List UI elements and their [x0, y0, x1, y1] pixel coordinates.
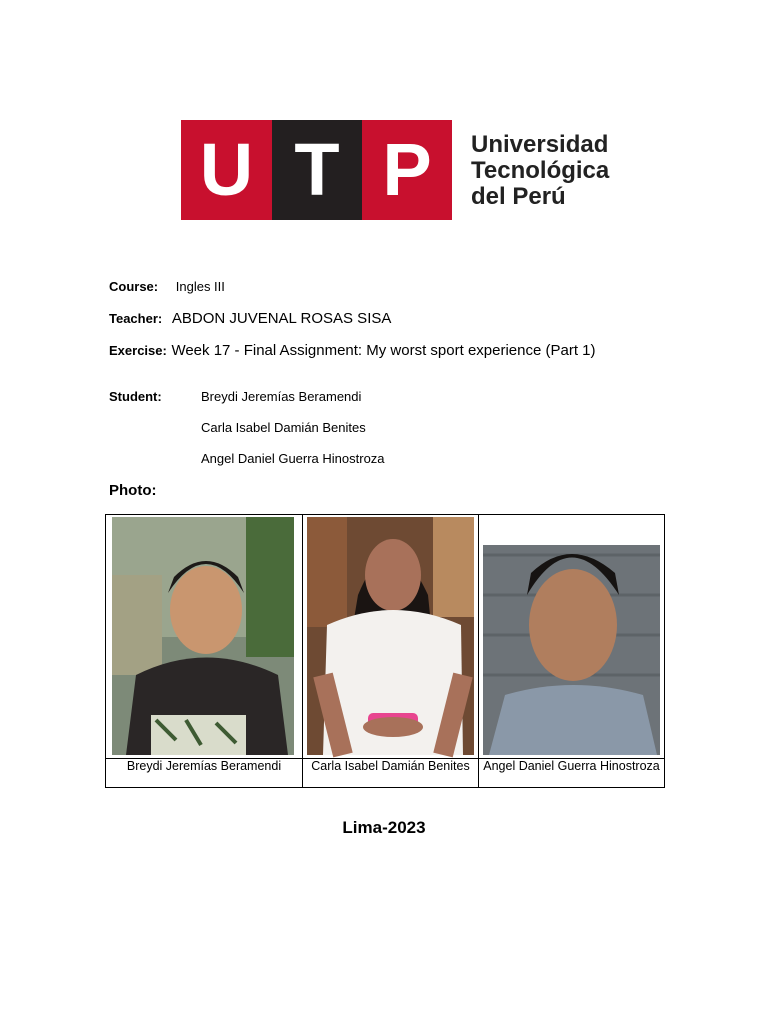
logo-name-line-2: Tecnológica — [471, 157, 610, 184]
caption-3: Angel Daniel Guerra Hinostroza — [479, 759, 665, 788]
course-row — [109, 279, 225, 294]
photos-table — [105, 514, 665, 788]
place-year: Lima-2023 — [342, 818, 426, 837]
student-name-2: Carla Isabel Damián Benites — [201, 420, 366, 435]
caption-2: Carla Isabel Damián Benites — [303, 759, 479, 788]
photo-label: Photo: — [109, 482, 157, 499]
student-photo-1 — [106, 515, 302, 758]
logo-name-line-3: del Perú — [471, 183, 566, 210]
caption-1: Breydi Jeremías Beramendi — [106, 759, 303, 788]
exercise-label: Exercise: — [109, 343, 167, 358]
course-label: Course: — [109, 279, 159, 294]
photo-carla — [303, 515, 478, 758]
logo-name-line-1: Universidad — [471, 131, 609, 158]
student-name-1: Breydi Jeremías Beramendi — [201, 389, 362, 404]
photo-breydi — [106, 515, 302, 758]
photo-cell-3 — [479, 515, 665, 759]
exercise-row — [109, 342, 596, 359]
course-value: Ingles III — [175, 279, 225, 294]
student-name-3: Angel Daniel Guerra Hinostroza — [201, 451, 385, 466]
student-label-row — [109, 389, 162, 404]
logo-letter-t: T — [272, 120, 362, 220]
photo-angel — [479, 515, 664, 758]
teacher-label: Teacher: — [109, 311, 163, 326]
teacher-value: ABDON JUVENAL ROSAS SISA — [171, 310, 392, 327]
teacher-row — [109, 310, 391, 327]
utp-logo — [181, 120, 610, 220]
logo-letter-p: P — [362, 120, 452, 220]
student-label: Student: — [109, 389, 162, 404]
exercise-value: Week 17 - Final Assignment: My worst sport experience (Part 1) — [171, 342, 596, 359]
photo-cell-1 — [106, 515, 303, 759]
student-photo-3 — [479, 515, 664, 758]
photo-cell-2 — [303, 515, 479, 759]
student-photo-2 — [303, 515, 478, 758]
logo-university-name — [471, 132, 609, 210]
logo-letter-u: U — [181, 120, 272, 220]
